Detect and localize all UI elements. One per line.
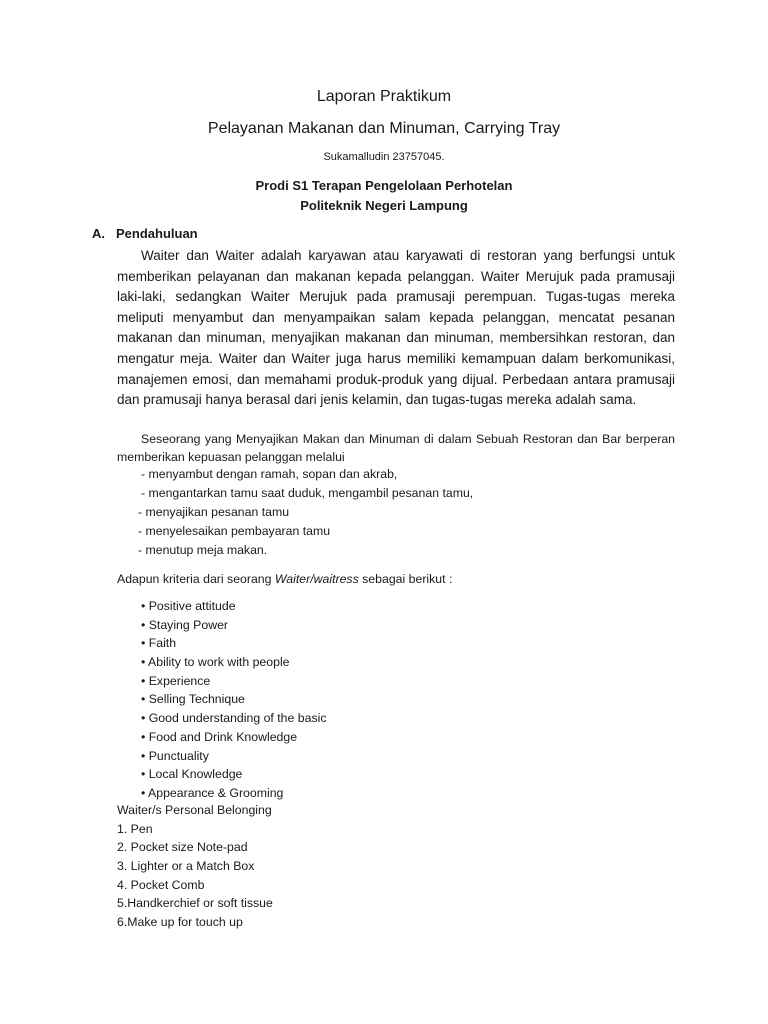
criteria-list [141,597,326,803]
list-item: • Food and Drink Knowledge [141,729,298,744]
list-item: • Positive attitude [141,599,236,613]
dash-item: - mengantarkan tamu saat duduk, mengambil pesanan tamu, [141,486,474,500]
list-item: 5.Handkerchief or soft tissue [117,896,273,911]
list-item: • Appearance & Grooming [141,785,284,800]
institution-name: Politeknik Negeri Lampung [300,198,468,213]
dash-item: - menyelesaikan pembayaran tamu [138,524,331,538]
author-line: Sukamalludin 23757045. [323,151,445,163]
program-name: Prodi S1 Terapan Pengelolaan Perhotelan [255,178,513,193]
list-item: 2. Pocket size Note-pad [117,840,248,855]
list-item: • Good understanding of the basic [141,711,327,726]
list-item: • Local Knowledge [141,767,243,782]
dash-item: - menutup meja makan. [138,543,268,557]
section-letter: A. [92,226,105,241]
list-item: • Staying Power [141,617,229,632]
service-paragraph-text: Seseorang yang Menyajikan Makan dan Minuman di dalam Sebuah Restoran dan Bar berperan memberikan kepuasan pelanggan melalui [117,432,675,464]
list-item: • Punctuality [141,748,209,763]
service-paragraph [117,430,675,466]
criteria-intro [117,572,452,586]
list-item: 4. Pocket Comb [117,877,205,892]
section-title: Pendahuluan [116,226,198,241]
dash-item: - menyambut dengan ramah, sopan dan akrab, [141,467,398,481]
criteria-intro-before: Adapun kriteria dari seorang [117,572,275,586]
list-item: 6.Make up for touch up [117,915,243,930]
dash-item: - menyajikan pesanan tamu [138,505,290,519]
intro-paragraph [117,246,675,411]
list-item: Waiter/s Personal Belonging [117,803,272,817]
section-heading [92,226,198,241]
belongings-list [117,801,273,932]
criteria-intro-after: sebagai berikut : [358,572,453,586]
criteria-intro-emphasis: Waiter/waitress [274,572,359,586]
list-item: 3. Lighter or a Match Box [117,859,255,874]
list-item: • Selling Technique [141,692,245,707]
document-title: Laporan Praktikum [316,88,452,105]
list-item: • Ability to work with people [141,655,290,670]
intro-paragraph-text: Waiter dan Waiter adalah karyawan atau karyawati di restoran yang berfungsi untuk memberikan pelayanan dan makanan kepada pelanggan. Waiter Merujuk pada pramusaji laki-laki, sedangkan Waiter Merujuk pada pramusaji perempuan. Tugas-tugas mereka meliputi menyambut dan menyampaikan salam kepada pelanggan, mencatat pesanan makanan dan minuman, menyajikan makanan dan minuman, membersihkan restoran, dan mengatur meja. Waiter dan Waiter juga harus memiliki kemampuan dalam berkomunikasi, manajemen emosi, dan memahami produk-produk yang dijual. Perbedaan antara pramusaji dan pramusaji hanya berasal dari jenis kelamin, dan tugas-tugas mereka adalah sama. [117,248,675,408]
list-item: • Faith [141,636,177,651]
list-item: • Experience [141,673,211,688]
list-item: 1. Pen [117,821,153,836]
document-subtitle: Pelayanan Makanan dan Minuman, Carrying Tray [207,120,561,137]
